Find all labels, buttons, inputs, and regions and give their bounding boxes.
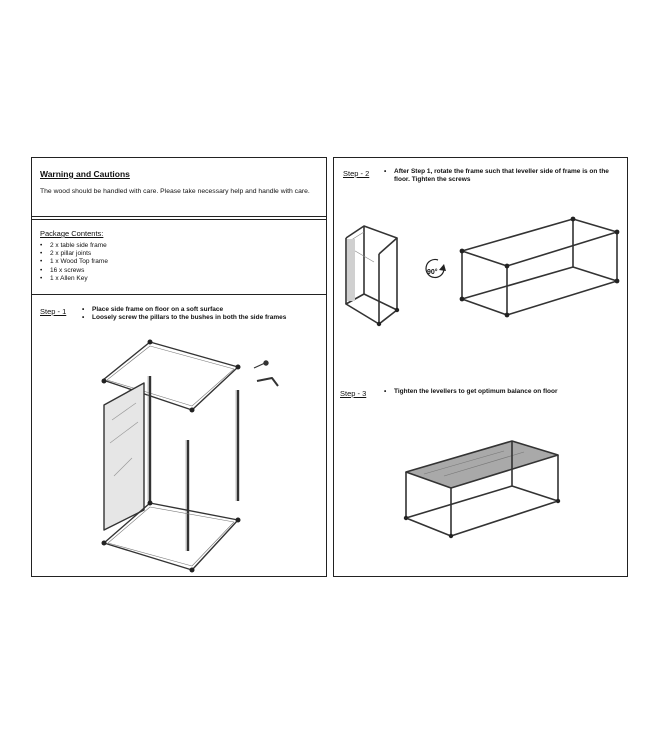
step-3-instructions [384, 388, 614, 396]
step-1-diagram [32, 158, 328, 578]
list-item: • 16 x screws [40, 267, 108, 275]
list-item: • 2 x pillar joints [40, 250, 108, 258]
right-panel [333, 157, 628, 577]
step-2-label: Step - 2 [343, 169, 370, 178]
step-1-label: Step - 1 [40, 307, 67, 316]
left-panel [31, 157, 327, 577]
list-item: • Loosely screw the pillars to the bushes in both the side frames [82, 314, 310, 322]
rotation-label: 90° [427, 269, 438, 276]
list-item: • Tighten the levellers to get optimum balance on floor [384, 388, 614, 396]
step-2-diagram [334, 158, 629, 578]
list-item: • 2 x table side frame [40, 242, 108, 250]
warning-title: Warning and Cautions [40, 169, 130, 179]
step-3-label: Step - 3 [340, 389, 367, 398]
list-item: • 1 x Allen Key [40, 275, 108, 283]
list-item: • Place side frame on floor on a soft surface [82, 306, 310, 314]
warning-text: The wood should be handled with care. Please take necessary help and handle with care. [40, 188, 310, 195]
package-title: Package Contents: [40, 229, 104, 238]
list-item: • After Step 1, rotate the frame such that leveller side of frame is on the floor. Tighten the screws [384, 168, 609, 184]
list-item: • 1 x Wood Top frame [40, 258, 108, 266]
